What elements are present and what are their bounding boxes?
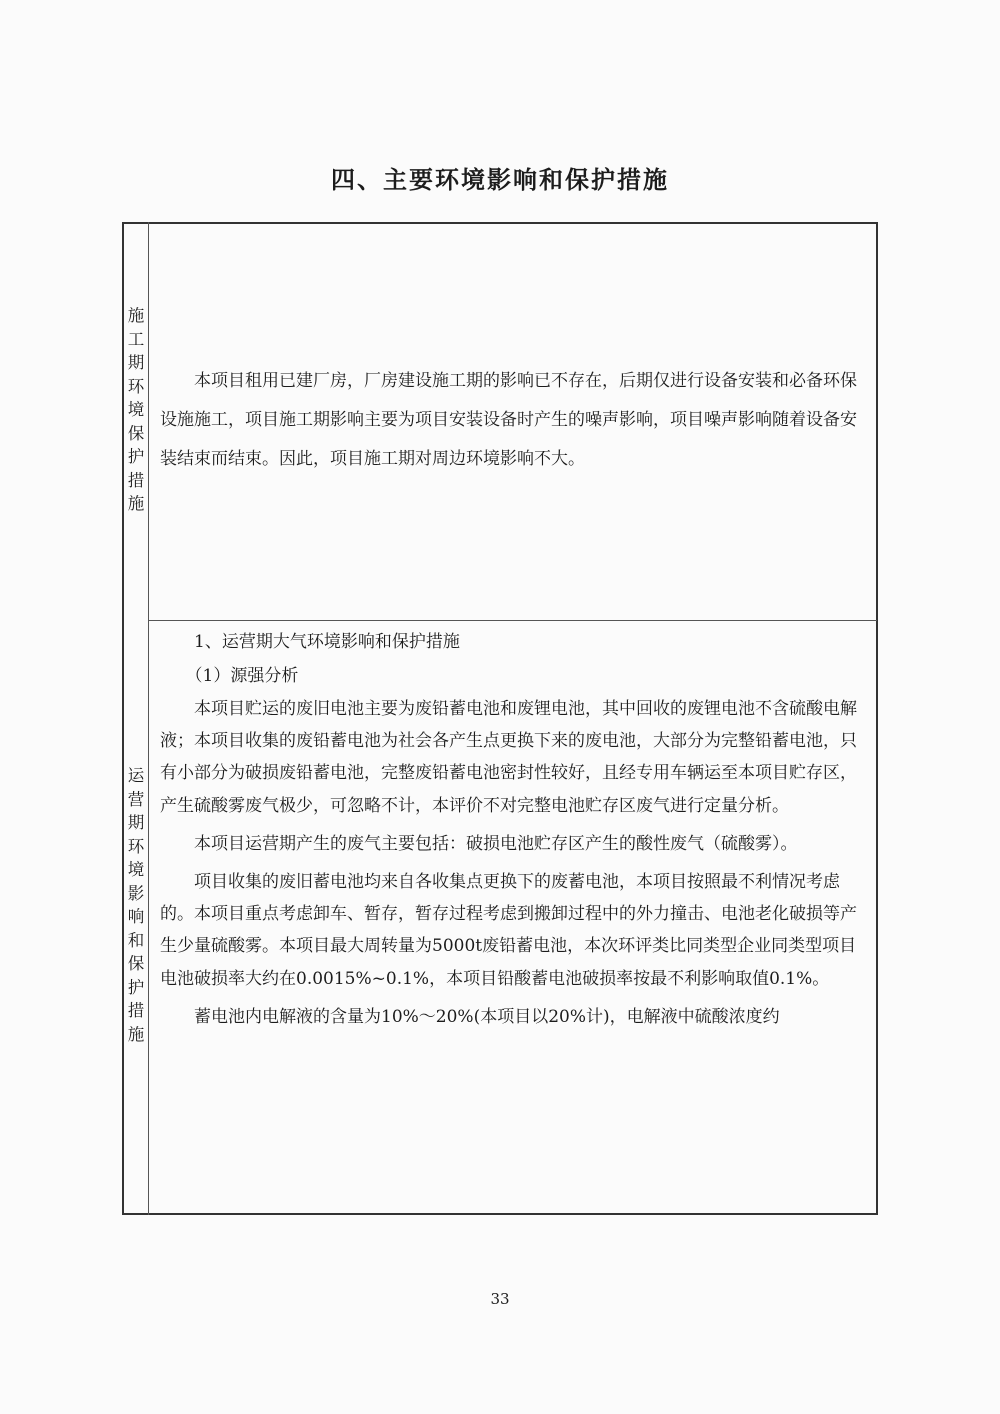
paragraph: 本项目运营期产生的废气主要包括：破损电池贮存区产生的酸性废气（硫酸雾）。 [194, 833, 798, 854]
paragraph: 本项目租用已建厂房，厂房建设施工期的影响已不存在，后期仅进行设备安装和必备环保设施施工，项目施工期影响主要为项目安装设备时产生的噪声影响，项目噪声影响随着设备安装结束而结束。因此，项目施工期对周边环境影响不大。 [160, 371, 857, 469]
construction-content [160, 362, 870, 479]
paragraph: 蓄电池内电解液的含量为10%～20%(本项目以20%计)，电解液中硫酸浓度约 [194, 1006, 780, 1027]
subsection-heading: （1）源强分析 [185, 665, 299, 686]
section-heading: 1、运营期大气环境影响和保护措施 [194, 632, 460, 652]
page-title: 四、主要环境影响和保护措施 [331, 166, 669, 194]
page-number: 33 [490, 1290, 510, 1308]
section-label-construction: 施工期环境保护措施 [127, 306, 145, 513]
column-divider [148, 222, 149, 1215]
paragraph: 本项目贮运的废旧电池主要为废铅蓄电池和废锂电池，其中回收的废锂电池不含硫酸电解液；本项目收集的废铅蓄电池为社会各产生点更换下来的废电池，大部分为完整铅蓄电池，只有小部分为破损废铅蓄电池，完整废铅蓄电池密封性较好，且经专用车辆运至本项目贮存区，产生硫酸雾废气极少，可忽略不计，本评价不对完整电池贮存区废气进行定量分析。 [160, 699, 857, 816]
row-divider [148, 620, 877, 621]
paragraph: 项目收集的废旧蓄电池均来自各收集点更换下的废蓄电池，本项目按照最不利情况考虑的。本项目重点考虑卸车、暂存，暂存过程考虑到搬卸过程中的外力撞击、电池老化破损等产生少量硫酸雾。本项目最大周转量为5000t废铅蓄电池，本次环评类比同类型企业同类型项目电池破损率大约在0.0015%~0.1%，本项目铅酸蓄电池破损率按最不利影响取值0.1%。 [160, 872, 857, 989]
operation-content [160, 626, 870, 1033]
section-label-operation: 运营期环境影响和保护措施 [127, 766, 145, 1044]
